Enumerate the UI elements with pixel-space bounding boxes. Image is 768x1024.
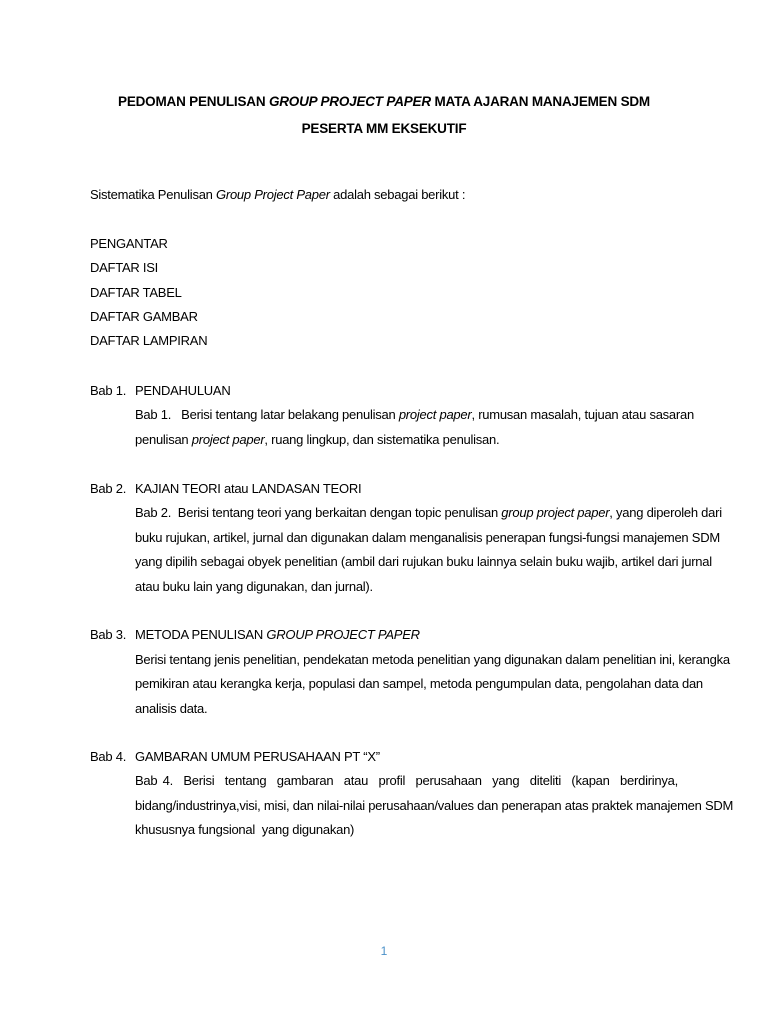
front-matter-daftar-lampiran: DAFTAR LAMPIRAN — [90, 333, 208, 348]
bab3-title-italic: GROUP PROJECT PAPER — [266, 627, 420, 642]
bab2-line1 — [135, 505, 722, 521]
bab4-line3: khususnya fungsional yang digunakan) — [135, 822, 355, 837]
intro-text-part2: adalah sebagai berikut : — [329, 187, 466, 202]
bab2-line4: atau buku lain yang digunakan, dan jurnal). — [135, 579, 373, 594]
bab3-title-text: METODA PENULISAN — [135, 627, 267, 642]
title-text-part1: PEDOMAN PENULISAN — [118, 94, 269, 109]
bab2-line2: buku rujukan, artikel, jurnal dan digunakan dalam menganalisis penerapan fungsi-fungsi manajemen SDM — [135, 530, 720, 545]
bab1-number: Bab 1. — [90, 383, 127, 398]
bab1-line2 — [135, 432, 678, 448]
bab2-title: KAJIAN TEORI atau LANDASAN TEORI — [135, 481, 362, 496]
bab1-line1-text-b: , rumusan masalah, tujuan atau sasaran — [471, 407, 694, 422]
front-matter-daftar-isi: DAFTAR ISI — [90, 260, 159, 275]
bab4-line1: Bab 4. Berisi tentang gambaran atau profil perusahaan yang diteliti (kapan berdirinya, — [135, 773, 678, 788]
bab3-title — [135, 627, 420, 643]
intro-text-italic: Group Project Paper — [216, 187, 330, 202]
document-title-line1 — [0, 94, 768, 109]
intro-text-part1: Sistematika Penulisan — [90, 187, 217, 202]
bab1-line1-italic: project paper — [398, 407, 472, 422]
bab2-number: Bab 2. — [90, 481, 127, 496]
title-text-part2: MATA AJARAN MANAJEMEN SDM — [430, 94, 650, 109]
bab1-line1 — [135, 407, 694, 423]
bab4-number: Bab 4. — [90, 749, 127, 764]
front-matter-pengantar: PENGANTAR — [90, 236, 168, 251]
bab2-line1-text-b: , yang diperoleh dari — [609, 505, 722, 520]
bab1-line1-text-a: Bab 1. Berisi tentang latar belakang penulisan — [135, 407, 399, 422]
bab3-number: Bab 3. — [90, 627, 127, 642]
bab3-line1: Berisi tentang jenis penelitian, pendekatan metoda penelitian yang digunakan dalam penelitian ini, kerangka — [135, 652, 730, 667]
document-title-line2: PESERTA MM EKSEKUTIF — [301, 121, 467, 136]
bab4-line2: bidang/industrinya,visi, misi, dan nilai-nilai perusahaan/values dan penerapan atas praktek manajemen SDM — [135, 798, 734, 813]
bab2-line1-text-a: Bab 2. Berisi tentang teori yang berkaitan dengan topic penulisan — [135, 505, 502, 520]
bab3-line2: pemikiran atau kerangka kerja, populasi dan sampel, metoda pengumpulan data, pengolahan data dan — [135, 676, 703, 691]
title-text-italic: GROUP PROJECT PAPER — [268, 94, 431, 109]
bab2-line1-italic: group project paper — [501, 505, 610, 520]
bab1-line2-italic: project paper — [191, 432, 265, 447]
bab1-line2-text-b: , ruang lingkup, dan sistematika penulisan. — [264, 432, 500, 447]
bab2-line3: yang dipilih sebagai obyek penelitian (ambil dari rujukan buku lainnya selain buku wajib, artikel dari jurnal — [135, 554, 712, 569]
intro-paragraph — [90, 187, 465, 203]
bab1-title: PENDAHULUAN — [135, 383, 231, 398]
page-number: 1 — [380, 944, 388, 958]
bab3-line3: analisis data. — [135, 701, 208, 716]
bab4-title: GAMBARAN UMUM PERUSAHAAN PT “X” — [135, 749, 380, 764]
front-matter-daftar-tabel: DAFTAR TABEL — [90, 285, 182, 300]
bab1-line2-text-a: penulisan — [135, 432, 192, 447]
front-matter-daftar-gambar: DAFTAR GAMBAR — [90, 309, 198, 324]
